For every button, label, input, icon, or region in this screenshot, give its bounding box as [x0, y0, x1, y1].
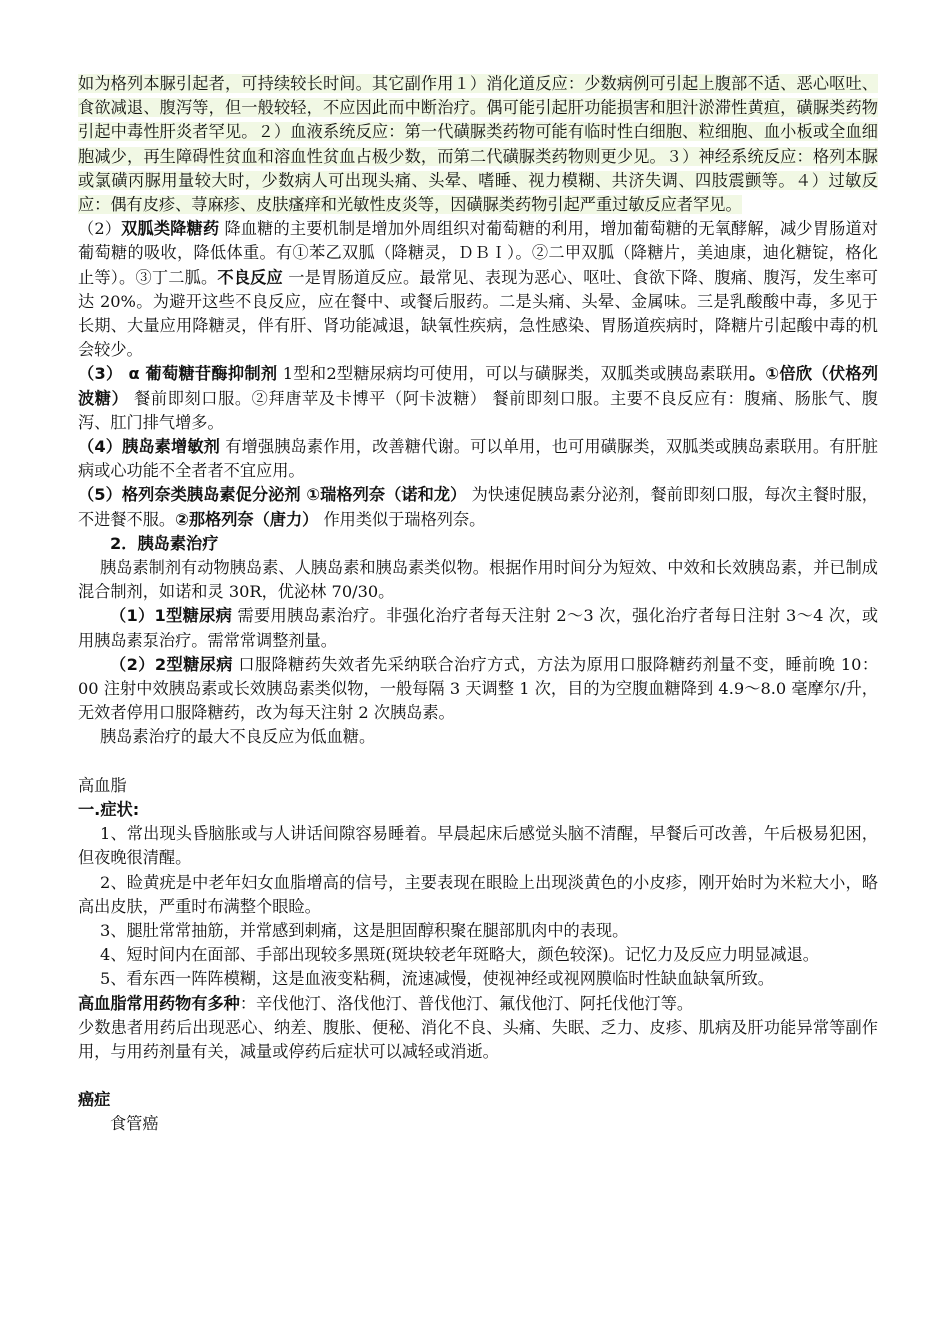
drugs-text: ：辛伐他汀、洛伐他汀、普伐他汀、氟伐他汀、阿托伐他汀等。: [239, 993, 694, 1013]
document-page: [78, 72, 878, 1137]
glinide-title: （5）格列奈类胰岛素促分泌剂 ①瑞格列奈（诺和龙）: [78, 485, 467, 505]
hyperlipidemia-title: 高血脂: [78, 775, 127, 795]
type2-paragraph: [78, 653, 878, 726]
nateglinide-label: ②那格列奈（唐力）: [175, 509, 319, 529]
type1-number: （1）1: [110, 606, 166, 626]
sensitizer-title: （4）胰岛素增敏剂: [78, 437, 220, 457]
insulin-adverse-paragraph: 胰岛素治疗的最大不良反应为低血糖。: [100, 727, 376, 747]
type1-paragraph: [78, 604, 878, 652]
biguanide-number: （2）: [78, 219, 122, 239]
symptom-item-3: 3、腿肚常常抽筋，并常感到刺痛，这是胆固醇积聚在腿部肌肉中的表现。: [100, 920, 629, 940]
spacer: [78, 750, 878, 774]
biguanide-text: 降血糖的主要机制是增加外周组织对葡萄糖的利用，增加葡萄糖的无氧酵解，减少胃肠道对葡萄糖的吸收，降低体重。有①苯乙双胍（降糖灵，ＤＢＩ）。②二甲双胍（降糖片，美迪康，迪化糖锭，格化止等）。③丁二胍。: [78, 219, 878, 287]
alpha-glucosidase-paragraph: [78, 362, 878, 435]
drugs-label: 高血脂常用药物有多种: [78, 993, 240, 1013]
symptom-item-1: 1、常出现头昏脑胀或与人讲话间隙容易睡着。早晨起床后感觉头脑不清醒，早餐后可改善，午后极易犯困，但夜晚很清醒。: [78, 824, 878, 868]
alpha-glucosidase-title: （3） α 葡萄糖苷酶抑制剂: [78, 364, 278, 384]
insulin-intro-paragraph: 胰岛素制剂有动物胰岛素、人胰岛素和胰岛素类似物。根据作用时间分为短效、中效和长效胰岛素，并已制成混合制剂，如诺和灵 30R，优泌林 70/30。: [78, 558, 878, 602]
alpha-glucosidase-text-2: 餐前即刻口服。②拜唐苹及卡博平（阿卡波糖） 餐前即刻口服。主要不良反应有：腹痛、肠胀气、腹泻、肛门排气增多。: [78, 388, 878, 432]
symptom-item-5: 5、看东西一阵阵模糊，这是血液变粘稠，流速减慢，使视神经或视网膜临时性缺血缺氧所致。: [100, 969, 774, 989]
type2-text: 口服降糖药失效者先采纳联合治疗方式，方法为原用口服降糖药剂量不变，睡前晚 10：00 注射中效胰岛素或长效胰岛素类似物，一般每隔 3 天调整 1 次，目的为空腹血糖降到 4.9～8.0 毫摩尔/升，无效者停用口服降糖药，改为每天注射 2 次胰岛素。: [78, 654, 879, 723]
side-effects-paragraph: 少数患者用药后出现恶心、纳差、腹胀、便秘、消化不良、头痛、失眠、乏力、皮疹、肌病及肝功能异常等副作用，与用药剂量有关，减量或停药后症状可以减轻或消逝。: [78, 1017, 878, 1061]
type1-text: 需要用胰岛素治疗。非强化治疗者每天注射 2～3 次，强化治疗者每日注射 3～4 次，或用胰岛素泵治疗。需常常调整剂量。: [78, 606, 879, 650]
highlighted-text: 如为格列本脲引起者，可持续较长时间。其它副作用１）消化道反应：少数病例可引起上腹部不适、恶心呕吐、食欲减退、腹泻等，但一般较轻，不应因此而中断治疗。偶可能引起肝功能损害和胆汁淤滞性黄疸，磺脲类药物引起中毒性肝炎者罕见。２）血液系统反应：第一代磺脲类药物可能有临时性白细胞、粒细胞、血小板或全血细胞减少，再生障碍性贫血和溶血性贫血占极少数，而第二代磺脲类药物则更少见。３）神经系统反应：格列本脲或氯磺丙脲用量较大时，少数病人可出现头痛、头晕、嗜睡、视力模糊、共济失调、四肢震颤等。４）过敏反应：偶有皮疹、荨麻疹、皮肤瘙痒和光敏性皮炎等，因磺脲类药物引起严重过敏反应者罕见。: [78, 74, 878, 215]
symptom-item-2: 2、睑黄疣是中老年妇女血脂增高的信号，主要表现在眼睑上出现淡黄色的小皮疹，刚开始时为米粒大小，略高出皮肤，严重时布满整个眼睑。: [78, 872, 878, 916]
alpha-glucosidase-text: 1型和2型糖尿病均可使用，可以与磺脲类，双胍类或胰岛素联用: [277, 364, 749, 384]
type1-title: 型糖尿病: [165, 606, 233, 626]
biguanide-adverse-text: 一是胃肠道反应。最常见、表现为恶心、呕吐、食欲下降、腹痛、腹泻，发生率可达 20%。为避开这些不良反应，应在餐中、或餐后服药。二是头痛、头晕、金属味。三是乳酸酸中毒，多见于长期、大量应用降糖灵，伴有肝、肾功能减退，缺氧性疾病，急性感染、胃肠道疾病时，降糖片引起酸中毒的机会较少。: [78, 267, 878, 360]
insulin-heading-text: 2．胰岛素治疗: [110, 533, 219, 553]
sensitizer-paragraph: [78, 435, 878, 483]
intro-paragraph: [78, 72, 878, 217]
glinide-text: 为快速促胰岛素分泌剂，餐前即刻口服，每次主餐时服，不进餐不服。: [78, 485, 878, 529]
cancer-title: 癌症: [78, 1090, 111, 1110]
symptom-item-4: 4、短时间内在面部、手部出现较多黑斑(斑块较老年斑略大，颜色较深)。记忆力及反应力明显减退。: [100, 945, 819, 965]
glinide-paragraph: [78, 483, 878, 531]
voglibose-label: 。①倍欣（伏格列波糖）: [78, 364, 879, 408]
spacer-2: [78, 1064, 878, 1088]
glinide-text-2: 作用类似于瑞格列奈。: [318, 509, 486, 529]
adverse-reaction-label: 不良反应: [217, 267, 283, 287]
esophageal-cancer-subtitle: 食管癌: [110, 1114, 159, 1134]
type2-number: （2）2: [110, 654, 167, 674]
sensitizer-text: 有增强胰岛素作用，改善糖代谢。可以单用，也可用磺脲类，双胍类或胰岛素联用。有肝脏病或心功能不全者者不宜应用。: [78, 437, 878, 481]
biguanide-title: 双胍类降糖药: [121, 219, 220, 239]
drugs-paragraph: [78, 992, 878, 1016]
biguanide-paragraph: [78, 217, 878, 362]
type2-title: 型糖尿病: [166, 654, 233, 674]
insulin-heading: [78, 532, 878, 556]
symptoms-heading: 一.症状:: [78, 799, 140, 819]
